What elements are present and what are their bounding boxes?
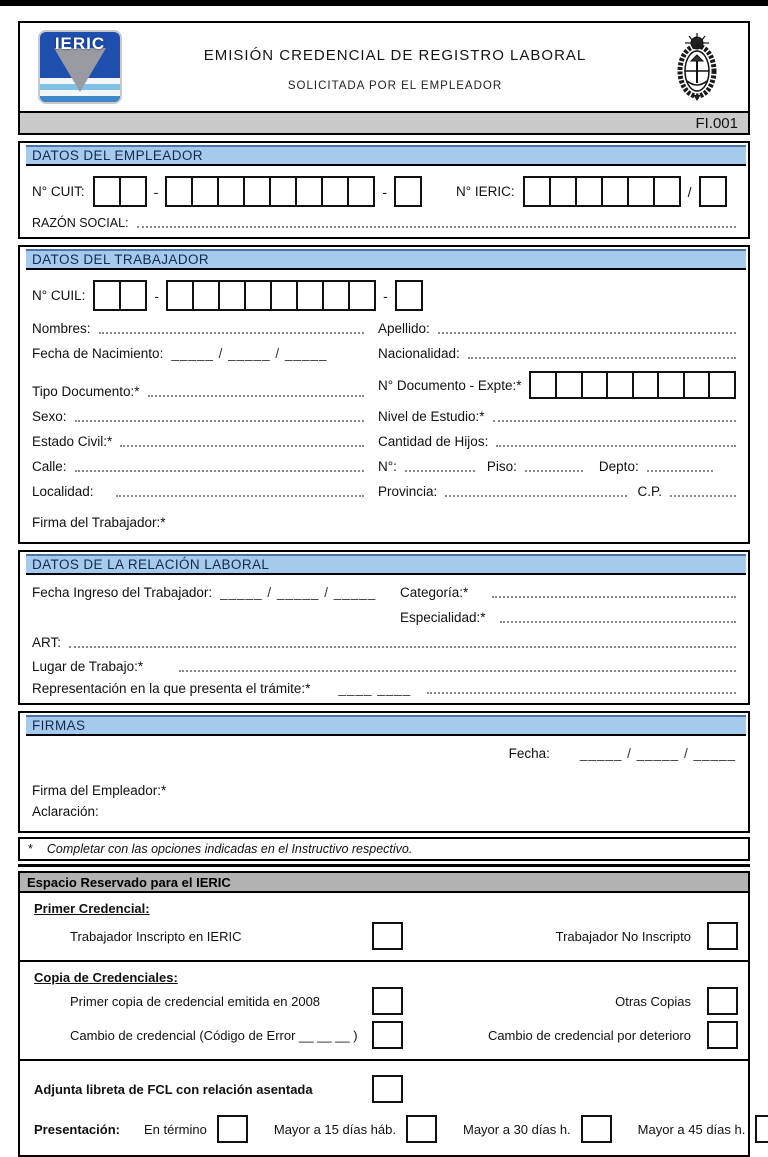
reserved-section-header: Espacio Reservado para el IERIC (18, 871, 750, 893)
presentacion-label: Presentación: (34, 1121, 120, 1137)
cuit-prefix-boxes[interactable] (93, 176, 147, 207)
ieric-check-box[interactable] (699, 176, 727, 207)
localidad-field[interactable] (116, 491, 364, 497)
lugar-trabajo-label: Lugar de Trabajo:* (32, 659, 144, 674)
depto-label: Depto: (598, 459, 639, 474)
nombres-apellido-row (32, 321, 736, 336)
firma-trabajador-label: Firma del Trabajador:* (32, 515, 166, 530)
categoria-label: Categoría:* (400, 585, 469, 600)
nacionalidad-field[interactable] (468, 353, 736, 359)
sexo-field[interactable] (75, 416, 364, 422)
section-firmas-header: FIRMAS (26, 715, 746, 736)
representacion-row (32, 681, 736, 696)
inscripto-label: Trabajador Inscripto en IERIC (70, 928, 242, 944)
aclaracion-label: Aclaración: (32, 804, 99, 819)
firma-trabajador-row (32, 515, 736, 530)
otras-copias-label: Otras Copias (615, 993, 691, 1009)
mayor-30-dias-checkbox[interactable] (581, 1115, 612, 1143)
cuil-prefix-boxes[interactable] (93, 280, 147, 311)
primer-credencial-title: Primer Credencial: (34, 901, 150, 916)
cambio-deterioro-checkbox[interactable] (707, 1021, 738, 1049)
form-code-bar (18, 113, 750, 135)
section-empleador (18, 141, 750, 239)
firma-empleador-label: Firma del Empleador:* (32, 783, 167, 798)
slash-separator: / (687, 183, 692, 200)
fecha-label: Fecha: (508, 746, 550, 761)
thick-divider (18, 864, 750, 867)
representacion-code-field[interactable]: ____ ____ (338, 681, 412, 696)
form-page (18, 21, 750, 1157)
no-inscripto-checkbox[interactable] (707, 922, 738, 950)
cantidad-hijos-field[interactable] (496, 441, 736, 447)
cuit-number-boxes[interactable] (165, 176, 375, 207)
adjunta-checkbox[interactable] (372, 1075, 403, 1103)
especialidad-row (32, 610, 736, 625)
cuit-label: N° CUIT: (32, 184, 85, 199)
tipo-documento-label: Tipo Documento:* (32, 384, 140, 399)
representacion-field[interactable] (427, 688, 736, 694)
calle-row (32, 459, 736, 474)
footnote (18, 837, 750, 861)
dash-separator: - (154, 287, 160, 304)
cambio-credencial-label: Cambio de credencial (Código de Error __ __ __ ) (70, 1027, 358, 1043)
fecha-field[interactable]: _____ / _____ / _____ (579, 746, 736, 761)
nacionalidad-label: Nacionalidad: (378, 346, 460, 361)
copia-credenciales-title: Copia de Credenciales: (34, 970, 178, 985)
cuil-row (32, 280, 736, 311)
localidad-label: Localidad: (32, 484, 94, 499)
piso-field[interactable] (525, 466, 583, 472)
art-label: ART: (32, 635, 62, 650)
inscripto-row (20, 922, 748, 950)
nacimiento-nacionalidad-row (32, 346, 736, 361)
especialidad-label: Especialidad:* (400, 610, 486, 625)
section-trabajador-header: DATOS DEL TRABAJADOR (26, 249, 746, 270)
localidad-row (32, 484, 736, 499)
fecha-nacimiento-field[interactable]: _____ / _____ / _____ (171, 346, 328, 361)
dash-separator: - (382, 183, 387, 200)
no-inscripto-label: Trabajador No Inscripto (555, 928, 691, 944)
nombres-label: Nombres: (32, 321, 91, 336)
ingreso-categoria-row (32, 585, 736, 600)
cp-label: C.P. (637, 484, 662, 499)
otras-copias-checkbox[interactable] (707, 987, 738, 1015)
logo-text: IERIC (54, 34, 106, 53)
section-relacion (18, 550, 750, 705)
cuit-row (32, 176, 736, 207)
ieric-logo (38, 30, 122, 104)
calle-label: Calle: (32, 459, 67, 474)
especialidad-field[interactable] (500, 617, 736, 623)
dash-separator: - (153, 183, 159, 200)
sexo-estudio-row (32, 409, 736, 424)
nivel-estudio-label: Nivel de Estudio:* (378, 409, 485, 424)
civil-hijos-row (32, 434, 736, 449)
section-relacion-header: DATOS DE LA RELACIÓN LABORAL (26, 554, 746, 575)
art-row (32, 635, 736, 650)
cambio-credencial-checkbox[interactable] (372, 1021, 403, 1049)
cuil-number-boxes[interactable] (166, 280, 376, 311)
presentacion-option-30-dias: Mayor a 30 días h. (463, 1121, 571, 1137)
form-subtitle: SOLICITADA POR EL EMPLEADOR (287, 79, 503, 92)
art-field[interactable] (69, 642, 736, 648)
section-trabajador (18, 245, 750, 544)
fecha-nacimiento-label: Fecha de Nacimiento: (32, 346, 164, 361)
header-titles (122, 43, 668, 92)
provincia-label: Provincia: (378, 484, 438, 499)
apellido-label: Apellido: (378, 321, 430, 336)
ieric-number-boxes[interactable] (523, 176, 681, 207)
dash-separator: - (383, 287, 388, 304)
cantidad-hijos-label: Cantidad de Hijos: (378, 434, 489, 449)
calle-field[interactable] (75, 466, 364, 472)
mayor-15-dias-checkbox[interactable] (406, 1115, 437, 1143)
piso-label: Piso: (486, 459, 517, 474)
adjunta-label: Adjunta libreta de FCL con relación asentada (34, 1081, 313, 1097)
cambio-credencial-row (20, 1021, 748, 1049)
adjunta-presentacion-box (18, 1059, 750, 1157)
cuil-check-box[interactable] (395, 280, 423, 311)
presentacion-option-15-dias: Mayor a 15 días háb. (273, 1121, 396, 1137)
estado-civil-label: Estado Civil:* (32, 434, 113, 449)
en-termino-checkbox[interactable] (217, 1115, 248, 1143)
primer-copia-label: Primer copia de credencial emitida en 2008 (70, 993, 321, 1009)
fecha-ingreso-field[interactable]: _____ / _____ / _____ (220, 585, 377, 600)
depto-field[interactable] (647, 466, 713, 472)
cuit-check-box[interactable] (394, 176, 422, 207)
mayor-45-dias-checkbox[interactable] (755, 1115, 768, 1143)
cuil-label: N° CUIL: (32, 288, 86, 303)
fecha-row (32, 746, 736, 761)
argentina-coat-of-arms-icon (668, 31, 726, 103)
razon-social-field[interactable] (137, 222, 736, 228)
categoria-field[interactable] (492, 592, 736, 598)
fecha-ingreso-label: Fecha Ingreso del Trabajador: (32, 585, 213, 600)
footnote-text: Completar con las opciones indicadas en el Instructivo respectivo. (46, 842, 413, 856)
adjunta-row (20, 1075, 748, 1103)
representacion-label: Representación en la que presenta el trámite:* (32, 681, 311, 696)
numero-label: N°: (378, 459, 397, 474)
form-header (18, 21, 750, 113)
num-documento-label: N° Documento - Expte:* (378, 377, 522, 393)
footnote-marker: * (28, 842, 33, 856)
lugar-trabajo-row (32, 659, 736, 674)
apellido-field[interactable] (438, 328, 736, 334)
nombres-field[interactable] (99, 328, 364, 334)
razon-social-label: RAZÓN SOCIAL: (32, 216, 129, 230)
section-empleador-header: DATOS DEL EMPLEADOR (26, 145, 746, 166)
top-black-strip (0, 0, 768, 6)
presentacion-option-45-dias: Mayor a 45 días h. (637, 1121, 746, 1137)
cambio-deterioro-label: Cambio de credencial por deterioro (487, 1027, 691, 1043)
num-documento-boxes[interactable] (529, 371, 736, 399)
razon-social-row (32, 216, 736, 230)
section-firmas (18, 711, 750, 833)
provincia-field[interactable] (445, 491, 627, 497)
documento-row (32, 371, 736, 399)
sexo-label: Sexo: (32, 409, 67, 424)
numero-field[interactable] (405, 466, 475, 472)
primer-credencial-box (18, 891, 750, 962)
cp-field[interactable] (670, 491, 736, 497)
logo-triangle-icon (54, 48, 106, 92)
copia-credenciales-box (18, 960, 750, 1061)
presentacion-row (34, 1115, 748, 1143)
inscripto-checkbox[interactable] (372, 922, 403, 950)
estado-civil-field[interactable] (120, 441, 364, 447)
primer-copia-checkbox[interactable] (372, 987, 403, 1015)
tipo-documento-field[interactable] (148, 391, 364, 397)
lugar-trabajo-field[interactable] (179, 666, 736, 672)
nivel-estudio-field[interactable] (493, 416, 736, 422)
primer-copia-row (20, 987, 748, 1015)
form-code: FI.001 (695, 114, 738, 132)
form-title: EMISIÓN CREDENCIAL DE REGISTRO LABORAL (203, 46, 587, 64)
presentacion-option-en-termino: En término (143, 1121, 207, 1137)
ieric-label: N° IERIC: (456, 184, 515, 199)
